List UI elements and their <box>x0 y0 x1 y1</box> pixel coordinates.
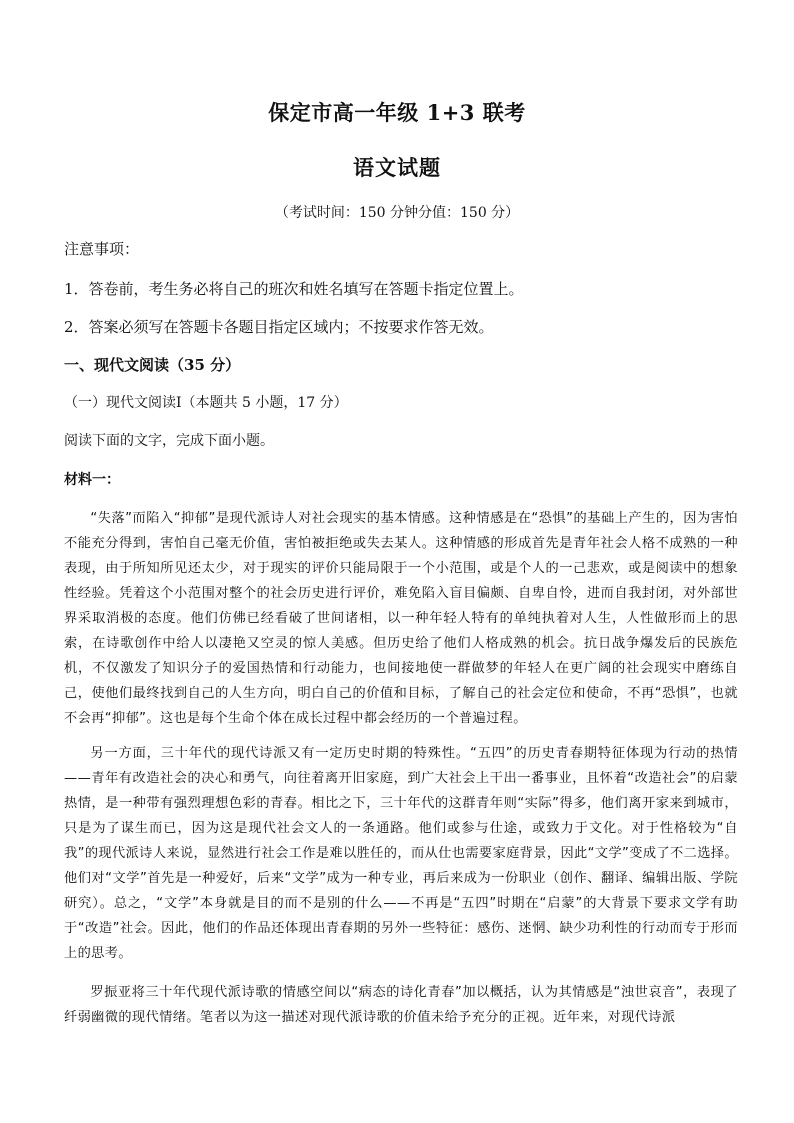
exam-title: 保定市高一年级 1+3 联考 <box>268 100 526 125</box>
notes-item-1: 1．答卷前，考生务必将自己的班次和姓名填写在答题卡指定位置上。 <box>64 280 524 298</box>
section-title: 一、现代文阅读（35 分） <box>64 356 241 374</box>
passage-paragraph-1: “失落”而陷入“抑郁”是现代派诗人对社会现实的基本情感。这种情感是在“恐惧”的基础上产生的，因为害怕不能充分得到，害怕自己毫无价值，害怕被拒绝或失去某人。这种情感的形成首先是青年社会人格不成熟的一种表现，由于所知所见还太少，对于现实的评价只能局限于一个小范围，或是个人的一己悲欢，或是阅读中的想象性经验。凭着这个小范围对整个的社会历史进行评价，难免陷入盲目偏颇、自卑自怜，进而自我封闭，对外部世界采取消极的态度。他们仿佛已经看破了世间诸相，以一种年轻人特有的单纯执着对人生，人性做形而上的思索，在诗歌创作中给人以凄艳又空灵的惊人美感。但历史给了他们人格成熟的机会。抗日战争爆发后的民族危机，不仅激发了知识分子的爱国热情和行动能力，也间接地使一群做梦的年轻人在更广阔的社会现实中磨练自己，使他们最终找到自己的人生方向，明白自己的价值和目标，了解自己的社会定位和使命，不再“恐惧”，也就不会再“抑郁”。这也是每个生命个体在成长过程中都会经历的一个普遍过程。 <box>64 511 738 726</box>
notes-item-2: 2．答案必须写在答题卡各题目指定区域内；不按要求作答无效。 <box>64 318 494 336</box>
section-subtitle: （一）现代文阅读Ⅰ（本题共 5 小题，17 分） <box>64 395 348 411</box>
passage-paragraph-3: 罗振亚将三十年代现代派诗歌的情感空间以“病态的诗化青春”加以概括，认为其情感是“浊世哀音”，表现了纤弱幽微的现代情绪。笔者以为这一描述对现代派诗歌的价值未给予充分的正视。近年来，对现代诗派 <box>64 985 738 1025</box>
reading-instruction: 阅读下面的文字，完成下面小题。 <box>64 433 274 449</box>
notes-heading: 注意事项： <box>64 240 140 258</box>
exam-time-info: （考试时间：150 分钟分值：150 分） <box>274 205 520 221</box>
material-label: 材料一： <box>64 472 120 488</box>
passage-paragraph-2: 另一方面，三十年代的现代诗派又有一定历史时期的特殊性。“五四”的历史青春期特征体现为行动的热情——青年有改造社会的决心和勇气，向往着离开旧家庭，到广大社会上干出一番事业，且怀着“改造社会”的启蒙热情，是一种带有强烈理想色彩的青春。相比之下，三十年代的这群青年则“实际”得多，他们离开家来到城市，只是为了谋生而已，因为这是现代社会文人的一条通路。他们或参与仕途，或致力于文化。对于性格较为“自我”的现代派诗人来说，显然进行社会工作是难以胜任的，而从仕也需要家庭背景，因此“文学”变成了不二选择。他们对“文学”首先是一种爱好，后来“文学”成为一种专业，再后来成为一份职业（创作、翻译、编辑出版、学院研究）。总之，“文学”本身就是目的而不是别的什么——不再是“五四”时期在“启蒙”的大背景下要求文学有助于“改造”社会。因此，他们的作品还体现出青春期的另外一些特征：感伤、迷惘、缺少功利性的行动而专于形而上的思考。 <box>64 746 738 961</box>
exam-subtitle: 语文试题 <box>353 155 441 180</box>
